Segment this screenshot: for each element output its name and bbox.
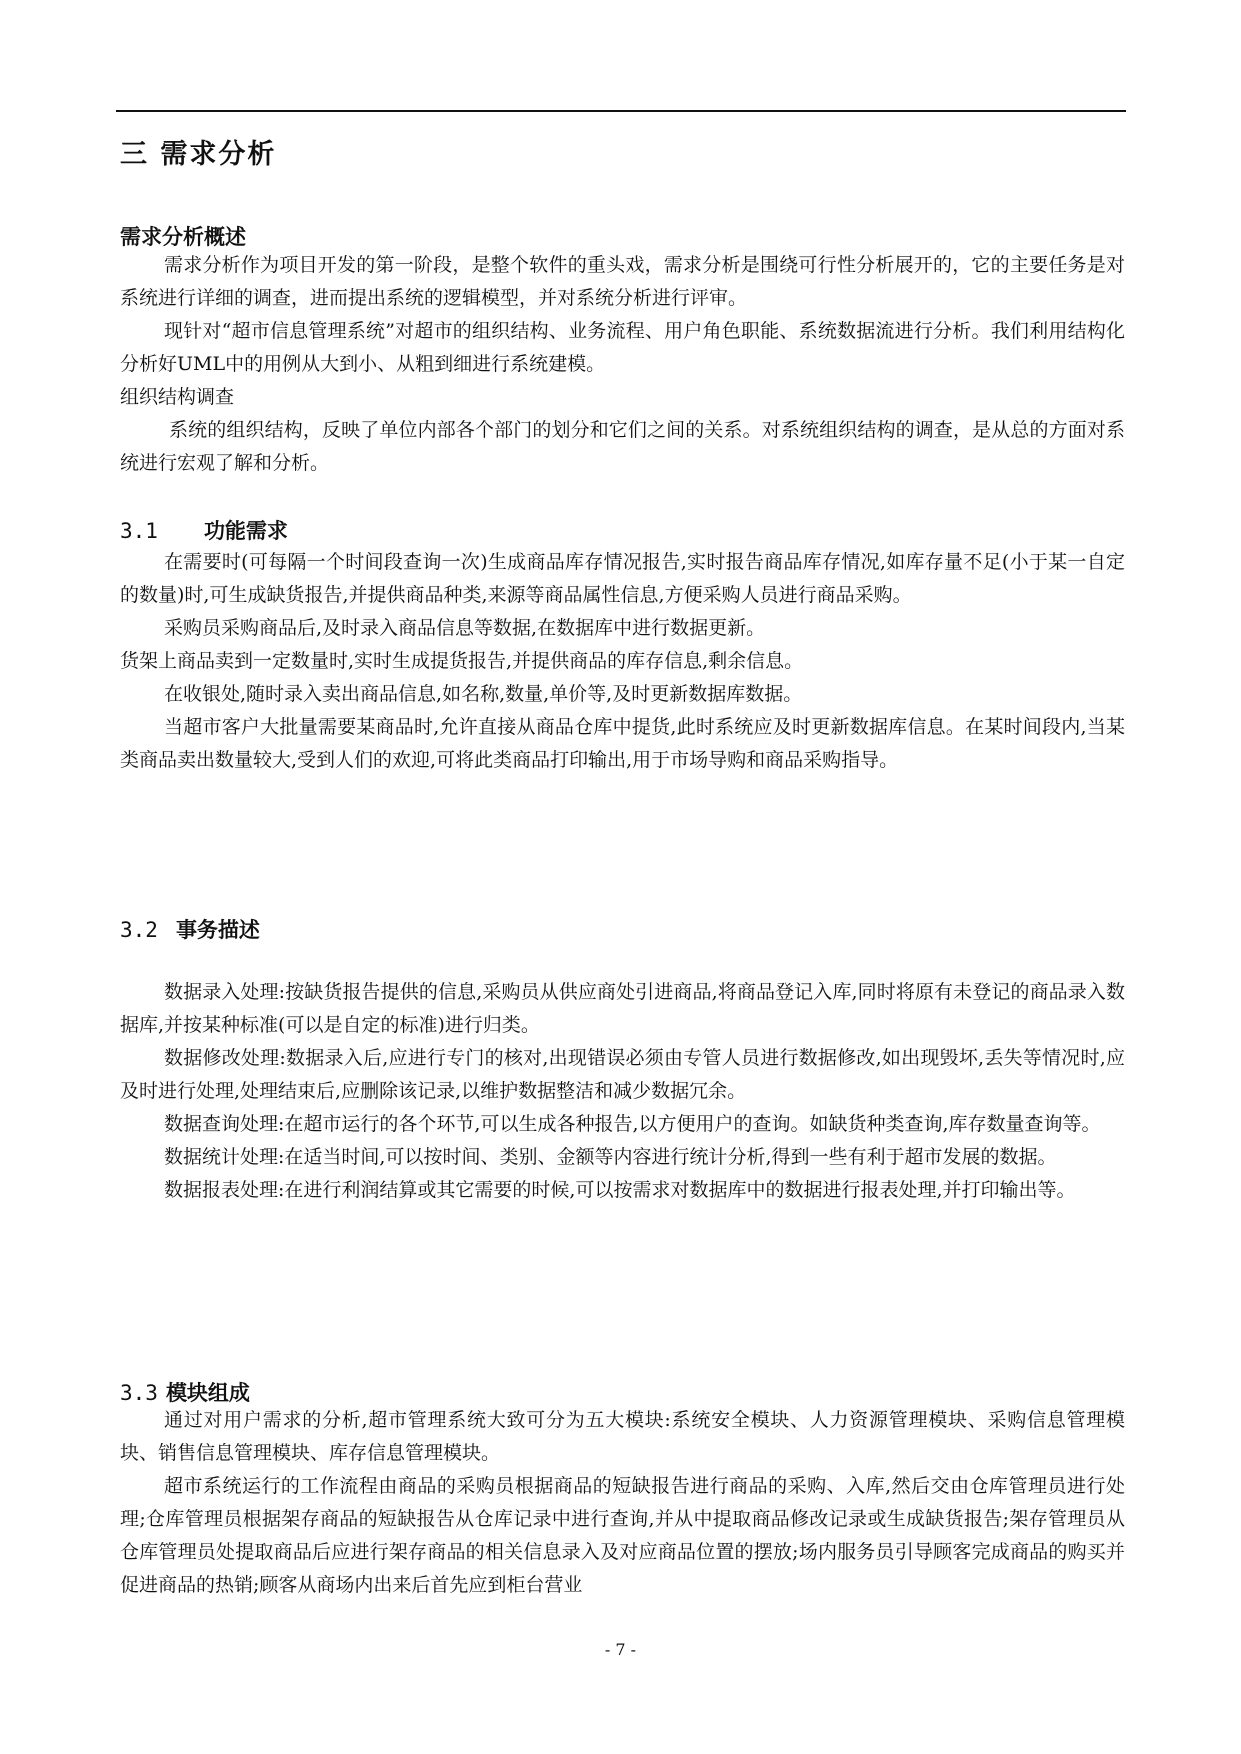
body-paragraph: 在收银处,随时录入卖出商品信息,如名称,数量,单价等,及时更新数据库数据。 (164, 683, 803, 705)
section-title: 模块组成 (165, 1380, 250, 1405)
section-3-2-body (120, 976, 1125, 1207)
section-3-2-heading (120, 914, 1125, 944)
section-number: 3.2 (120, 918, 158, 942)
overview-paragraph: 系统的组织结构，反映了单位内部各个部门的划分和它们之间的关系。对系统组织结构的调查，是从总的方面对系统进行宏观了解和分析。 (120, 419, 1125, 474)
body-paragraph: 采购员采购商品后,及时录入商品信息等数据,在数据库中进行数据更新。 (164, 617, 766, 639)
body-paragraph: 货架上商品卖到一定数量时,实时生成提货报告,并提供商品的库存信息,剩余信息。 (120, 650, 804, 672)
overview-heading: 需求分析概述 (120, 224, 246, 249)
section-3-1-body (120, 546, 1125, 777)
section-3-3-heading (120, 1377, 1125, 1407)
page-number: - 7 - (604, 1640, 637, 1659)
overview-body (120, 249, 1125, 480)
body-paragraph: 数据修改处理:数据录入后,应进行专门的核对,出现错误必须由专管人员进行数据修改,如出现毁坏,丢失等情况时,应及时进行处理,处理结束后,应删除该记录,以维护数据整洁和减少数据冗余。 (120, 1047, 1125, 1102)
body-paragraph: 数据报表处理:在进行利润结算或其它需要的时候,可以按需求对数据库中的数据进行报表处理,并打印输出等。 (164, 1179, 1076, 1201)
body-paragraph: 超市系统运行的工作流程由商品的采购员根据商品的短缺报告进行商品的采购、入库,然后交由仓库管理员进行处理;仓库管理员根据架存商品的短缺报告从仓库记录中进行查询,并从中提取商品修改记录或生成缺货报告;架存管理员从仓库管理员处提取商品后应进行架存商品的相关信息录入及对应商品位置的摆放;场内服务员引导顾客完成商品的购买并促进商品的热销;顾客从商场内出来后首先应到柜台营业 (120, 1475, 1125, 1596)
section-number: 3.1 (120, 519, 158, 543)
body-paragraph: 数据统计处理:在适当时间,可以按时间、类别、金额等内容进行统计分析,得到一些有利于超市发展的数据。 (164, 1146, 1057, 1168)
section-title: 功能需求 (203, 518, 288, 543)
body-paragraph: 数据录入处理:按缺货报告提供的信息,采购员从供应商处引进商品,将商品登记入库,同时将原有未登记的商品录入数据库,并按某种标准(可以是自定的标准)进行归类。 (120, 981, 1125, 1036)
section-number: 3.3 (120, 1381, 158, 1405)
body-paragraph: 在需要时(可每隔一个时间段查询一次)生成商品库存情况报告,实时报告商品库存情况,如库存量不足(小于某一自定的数量)时,可生成缺货报告,并提供商品种类,来源等商品属性信息,方便采购人员进行商品采购。 (120, 551, 1125, 606)
overview-paragraph: 现针对“超市信息管理系统”对超市的组织结构、业务流程、用户角色职能、系统数据流进行分析。我们利用结构化分析好UML中的用例从大到小、从粗到细进行系统建模。 (120, 320, 1125, 375)
chapter-title: 三 需求分析 (120, 139, 277, 170)
section-title: 事务描述 (175, 917, 260, 942)
body-paragraph: 当超市客户大批量需要某商品时,允许直接从商品仓库中提货,此时系统应及时更新数据库信息。在某时间段内,当某类商品卖出数量较大,受到人们的欢迎,可将此类商品打印输出,用于市场导购和商品采购指导。 (120, 716, 1125, 771)
body-paragraph: 数据查询处理:在超市运行的各个环节,可以生成各种报告,以方便用户的查询。如缺货种类查询,库存数量查询等。 (164, 1113, 1101, 1135)
section-3-3-body (120, 1404, 1125, 1602)
section-3-1-heading (120, 515, 1125, 545)
org-structure-subheading: 组织结构调查 (120, 386, 235, 408)
header-rule (116, 110, 1126, 112)
body-paragraph: 通过对用户需求的分析,超市管理系统大致可分为五大模块:系统安全模块、人力资源管理模块、采购信息管理模块、销售信息管理模块、库存信息管理模块。 (120, 1409, 1125, 1464)
overview-paragraph: 需求分析作为项目开发的第一阶段，是整个软件的重头戏，需求分析是围绕可行性分析展开的，它的主要任务是对系统进行详细的调查，进而提出系统的逻辑模型，并对系统分析进行评审。 (120, 254, 1125, 309)
